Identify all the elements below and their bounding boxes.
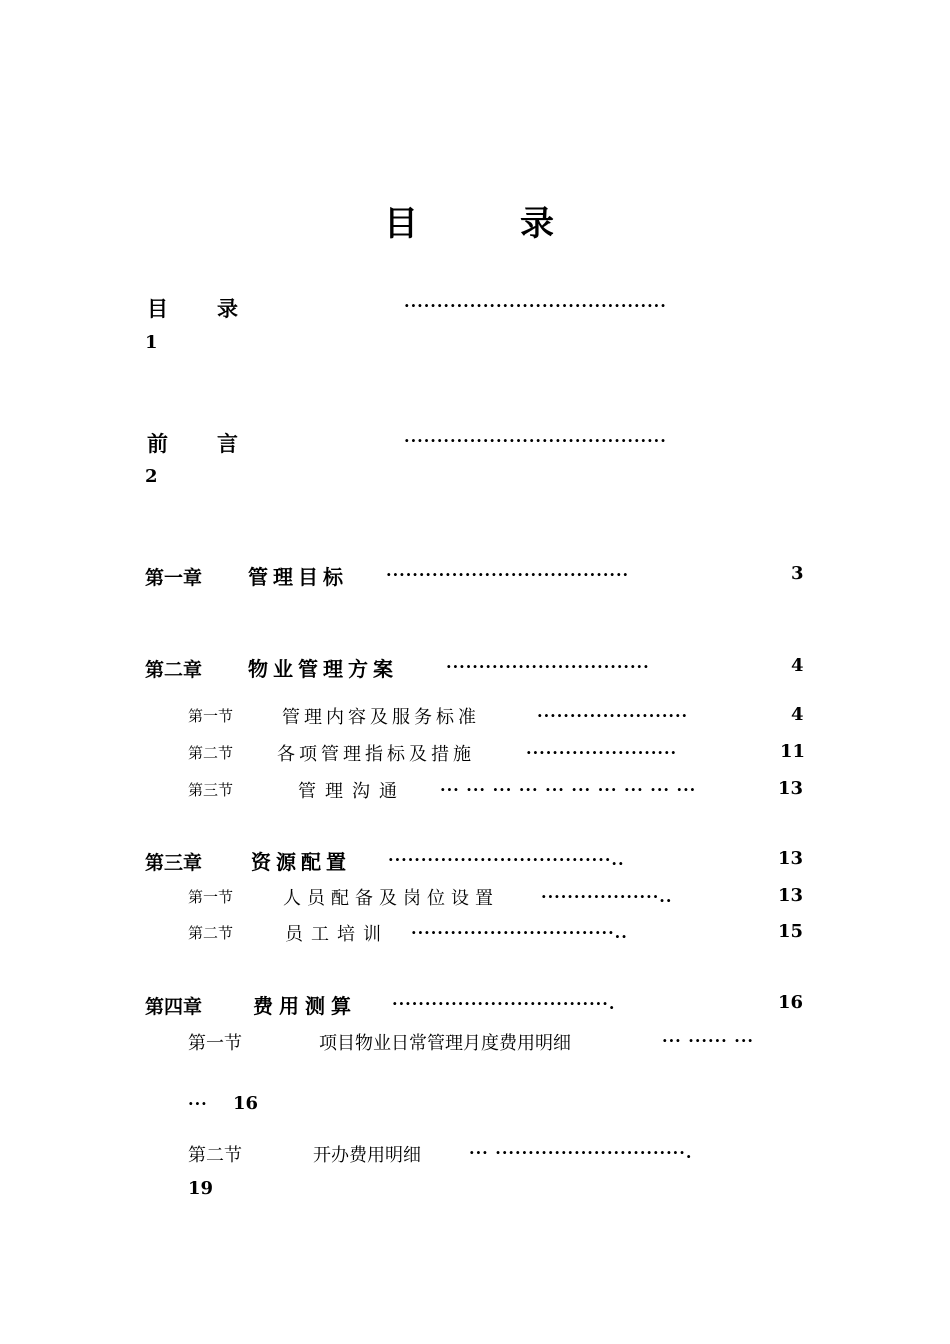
section-title: 各项管理指标及措施 [277, 744, 475, 765]
section-leader-dots: ··· ······ ··· [662, 1031, 754, 1050]
entry-label-a: 目 [147, 296, 168, 321]
chapter-title: 费用测算 [253, 994, 357, 1018]
entry-page: 1 [145, 332, 158, 353]
chapter-title: 资源配置 [251, 850, 351, 874]
chapter-page: 3 [791, 563, 804, 584]
chapter-label: 第一章 [145, 567, 203, 589]
section-page: 13 [778, 778, 804, 799]
section-label: 第一节 [188, 707, 234, 725]
chapter-leader-dots: ····································· [386, 565, 630, 584]
chapter-page: 16 [778, 992, 804, 1013]
chapter-leader-dots: ·································. [392, 994, 616, 1013]
entry-label-b: 录 [217, 296, 238, 321]
section-title: 项目物业日常管理月度费用明细 [319, 1033, 571, 1054]
section-leader-dots: ··· ··· ··· ··· ··· ··· ··· ··· ··· ··· [440, 780, 697, 799]
toc-title-right: 录 [520, 204, 554, 244]
section-label: 第二节 [188, 744, 234, 762]
entry-label-a: 前 [147, 431, 168, 456]
section-label: 第一节 [188, 1033, 242, 1054]
chapter-page: 13 [778, 848, 804, 869]
section-title: 员工培训 [285, 924, 389, 945]
chapter-page: 4 [791, 655, 804, 676]
section-page: 19 [188, 1178, 214, 1199]
chapter-title: 物业管理方案 [248, 657, 398, 681]
section-page: 13 [778, 885, 804, 906]
section-label: 第二节 [188, 924, 234, 942]
section-title: 管理内容及服务标准 [282, 707, 480, 728]
section-leader-dots: ··················.. [541, 887, 673, 906]
entry-leader-dots: ········································ [404, 431, 667, 450]
section-leader-dots-continued: ··· [188, 1094, 208, 1113]
chapter-label: 第二章 [145, 659, 203, 681]
chapter-leader-dots: ··································.. [388, 850, 625, 869]
section-label: 第二节 [188, 1145, 242, 1166]
entry-leader-dots: ········································ [404, 296, 667, 315]
entry-page: 2 [145, 466, 158, 487]
section-title: 开办费用明细 [313, 1145, 421, 1166]
toc-title-left: 目 [384, 204, 418, 244]
section-leader-dots: ······················· [526, 743, 678, 762]
section-title: 人员配备及岗位设置 [283, 888, 499, 909]
section-page: 11 [780, 741, 806, 762]
section-label: 第一节 [188, 888, 234, 906]
section-page: 15 [778, 921, 804, 942]
chapter-label: 第三章 [145, 852, 203, 874]
chapter-leader-dots: ······························· [446, 657, 650, 676]
entry-label-b: 言 [217, 431, 238, 456]
chapter-label: 第四章 [145, 996, 203, 1018]
section-title: 管理沟通 [298, 781, 406, 802]
section-label: 第三节 [188, 781, 234, 799]
section-leader-dots: ··· ·····························. [469, 1143, 693, 1162]
section-leader-dots: ·······························.. [411, 923, 628, 942]
section-page: 16 [233, 1093, 259, 1114]
section-leader-dots: ······················· [537, 706, 689, 725]
section-page: 4 [791, 704, 804, 725]
chapter-title: 管理目标 [248, 565, 348, 589]
